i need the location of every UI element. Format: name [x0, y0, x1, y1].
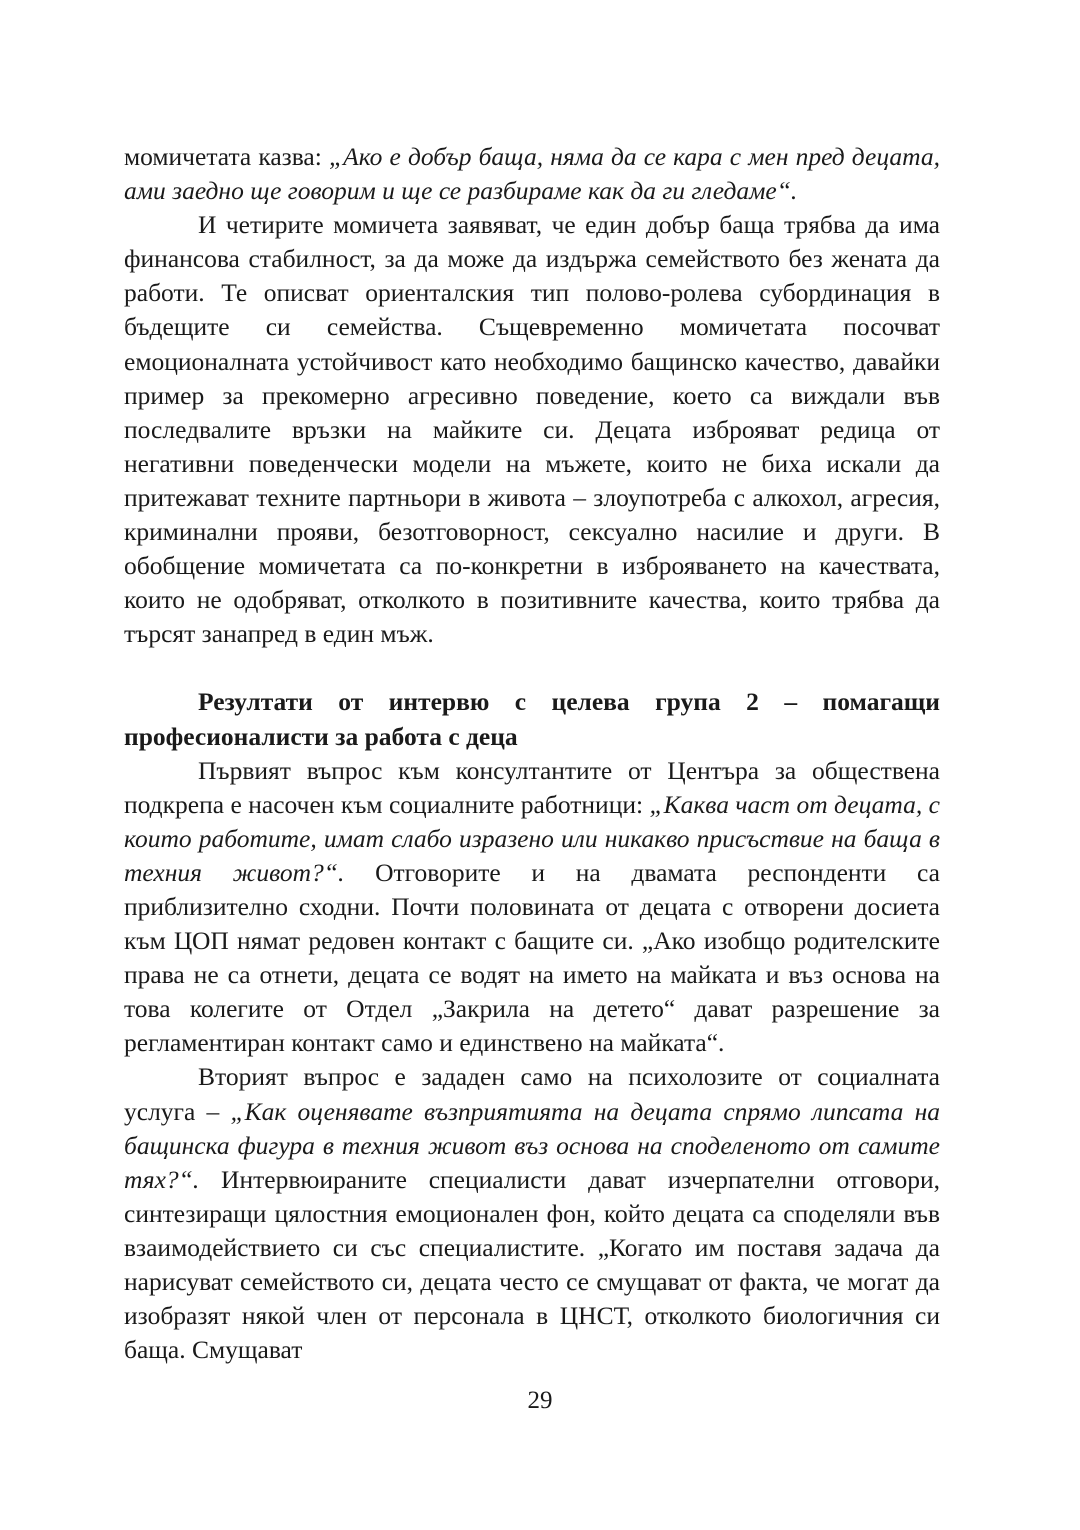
paragraph-body-text: Отговорите и на двамата респонденти са приблизително сходни. Почти половината от децата с отворени досиета към ЦОП нямат редовен контакт с бащите си. „Ако изобщо родителските права не са отнети, децата се водят на името на майката и въз основа на това колегите от Отдел „Закрила на детето“ дават разрешение за регламентиран контакт само и единствено на майката“.	[124, 857, 940, 1058]
quoted-statement: „Ако е добър баща, няма да се кара с мен пред децата, ами заедно ще говорим и ще се разбираме как да ги гледаме“.	[124, 142, 941, 206]
paragraph-continuation	[124, 140, 940, 208]
paragraph-lead-text: момичетата казва:	[124, 142, 329, 171]
paragraph-lead-text: Вторият въпрос е зададен само на психолозите от социалната услуга –	[124, 1062, 940, 1126]
paragraph-father-qualities: И четирите момичета заявяват, че един добър баща трябва да има финансова стабилност, за да може да издържа семейството без жената да работи. Те описват ориенталския тип полово-ролева субординация в бъдещите си семейства. Същевременно момичетата посочват емоционалната устойчивост като необходимо бащинско качество, давайки пример за прекомерно агресивно поведение, което са виждали във последвалите връзки на майките си. Децата изброяват редица от негативни поведенчески модели на мъжете, които не биха искали да притежават техните партньори в живота – злоупотреба с алкохол, агресия, криминални прояви, безотговорност, сексуално насилие и други. В обобщение момичетата са по-конкретни в изброяването на качествата, които не одобряват, отколкото в позитивните качества, които трябва да търсят занапред в един мъж.	[124, 210, 940, 649]
paragraph-first-question	[124, 754, 940, 1061]
interview-question: „Как оценявате възприятията на децата спрямо липсата на бащинска фигура в техния живот въз основа на споделеното от самите тях?“.	[124, 1096, 941, 1194]
page-body	[124, 140, 940, 1367]
paragraph-lead-text: Първият въпрос към консултантите от Центъра за обществена подкрепа е насочен към социалните работници:	[124, 755, 940, 819]
paragraph-body-text: Интервюираните специалисти дават изчерпателни отговори, синтезиращи цялостния емоционален фон, който децата са споделяли във взаимодействието си със специалистите. „Когато им поставя задача да нарисуват семейството си, децата често се смущават от факта, че могат да изобразят някой член от персонала в ЦНСТ, отколкото биологичния си баща. Смущават	[124, 1164, 940, 1365]
paragraph-second-question	[124, 1060, 940, 1367]
section-heading: Резултати от интервю с целева група 2 – помагащи професионалисти за работа с деца	[124, 687, 940, 751]
page-number: 29	[527, 1387, 553, 1414]
interview-question: „Каква част от децата, с които работите, имат слабо изразено или никакво присъствие на баща в техния живот?“.	[124, 789, 940, 887]
